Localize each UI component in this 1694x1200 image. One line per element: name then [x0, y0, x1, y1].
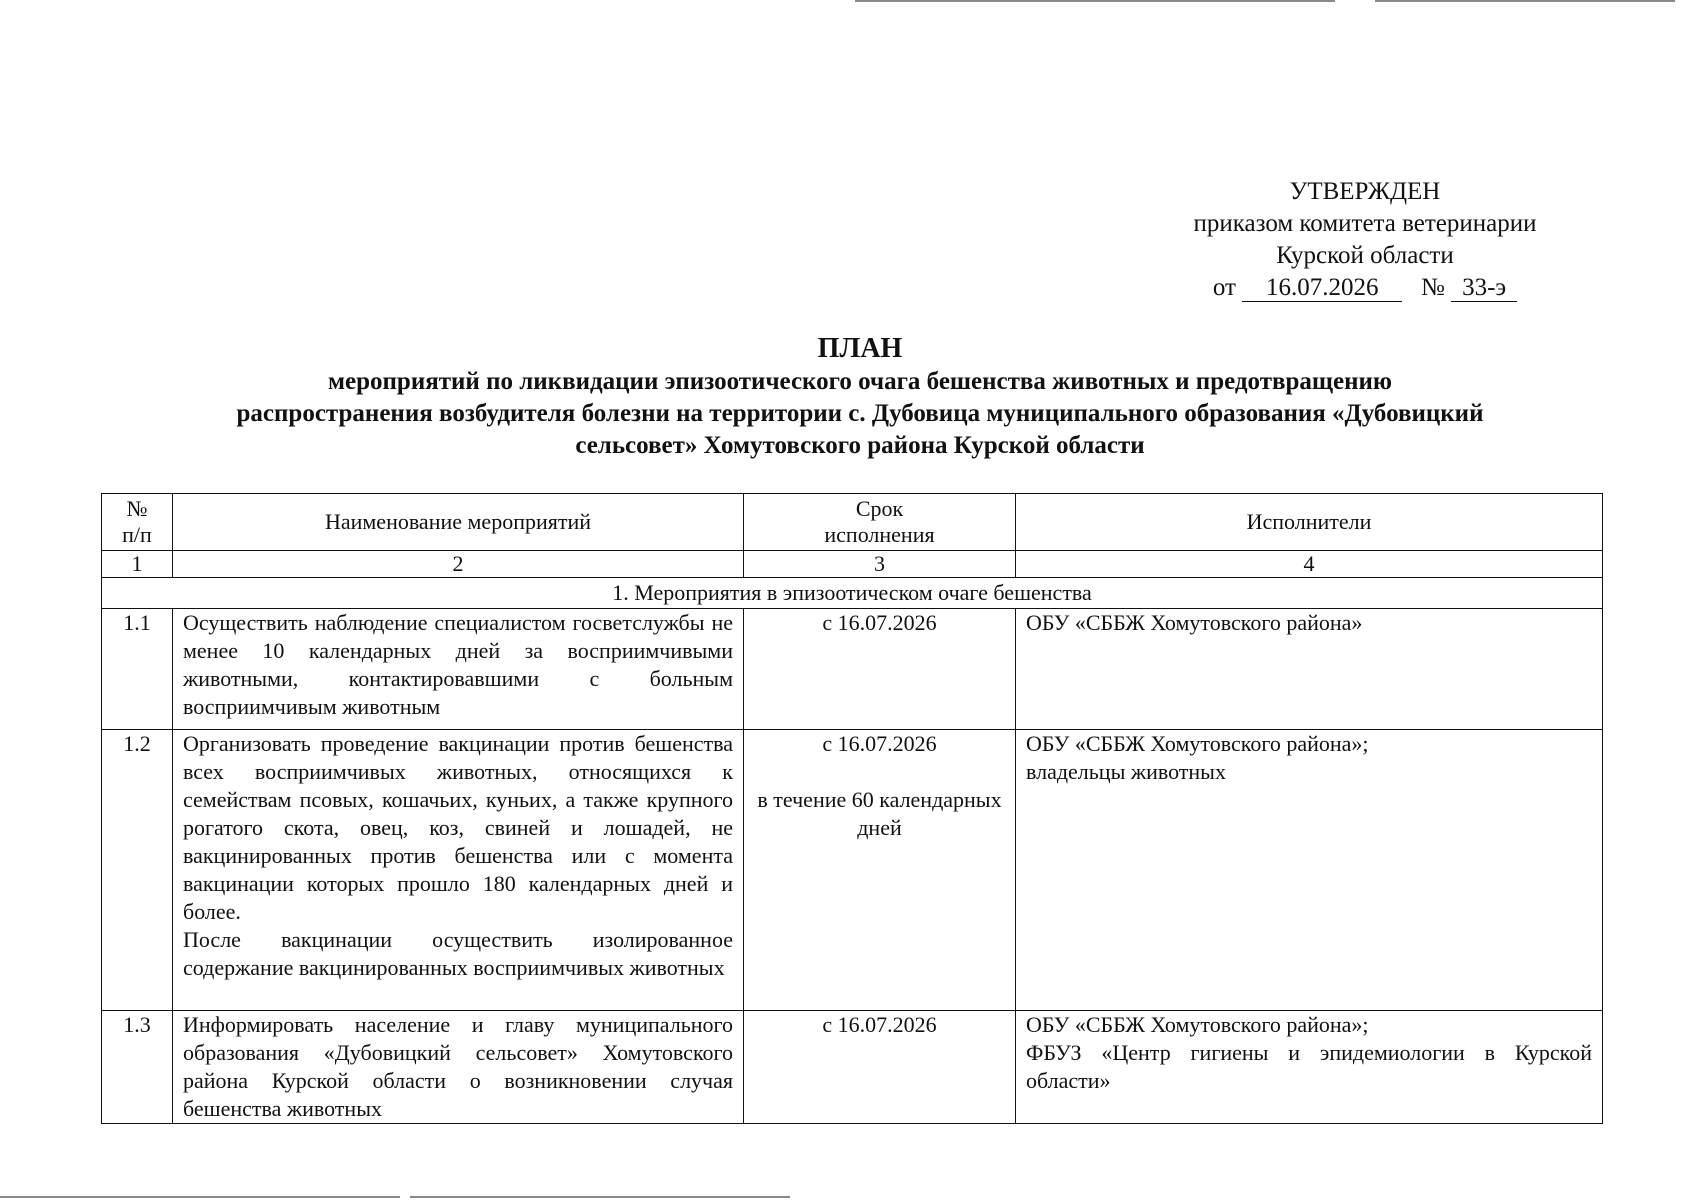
row-term: с 16.07.2026 [744, 609, 1016, 730]
table-row [102, 1011, 1603, 1124]
row-executor: ФБУЗ «Центр гигиены и эпидемиологии в Курской области» [1026, 1040, 1592, 1093]
table-header-row [102, 494, 1603, 551]
column-number: 3 [744, 551, 1016, 578]
section-row [102, 578, 1603, 609]
title-line-3: сельсовет» Хомутовского района Курской области [575, 432, 1145, 459]
row-executors: ОБУ «СББЖ Хомутовского района» [1016, 609, 1603, 730]
row-executors [1016, 1011, 1603, 1124]
column-number: 2 [173, 551, 744, 578]
column-number: 1 [102, 551, 173, 578]
title-line-2: распространения возбудителя болезни на территории с. Дубовица муниципального образования «Дубовицкий [236, 400, 1484, 427]
approval-title: УТВЕРЖДЕН [1289, 178, 1441, 205]
table-row [102, 609, 1603, 730]
row-term [744, 730, 1016, 1011]
row-task: Информировать население и главу муниципального образования «Дубовицкий сельсовет» Хомутовского района Курской области о возникновении случая бешенства животных [173, 1011, 744, 1124]
row-task-paragraph: После вакцинации осуществить изолированное содержание вакцинированных восприимчивых животных [183, 927, 733, 980]
header-term: Срок исполнения [744, 494, 1016, 551]
title-main: ПЛАН [817, 333, 903, 364]
row-executor: владельцы животных [1026, 759, 1226, 784]
header-name: Наименование мероприятий [173, 494, 744, 551]
column-number-row [102, 551, 1603, 578]
document-title [140, 332, 1580, 462]
approval-number: 33-э [1451, 275, 1517, 302]
row-task [173, 730, 744, 1011]
row-task: Осуществить наблюдение специалистом госветслужбы не менее 10 календарных дней за восприимчивыми животными, контактировавшими с больным восприимчивым животным [173, 609, 744, 730]
row-number: 1.1 [102, 609, 173, 730]
row-number: 1.3 [102, 1011, 173, 1124]
row-executors [1016, 730, 1603, 1011]
section-title: 1. Мероприятия в эпизоотическом очаге бешенства [102, 578, 1603, 609]
approval-stamp [1150, 176, 1580, 304]
approval-number-label: № [1421, 274, 1445, 301]
plan-table [101, 493, 1603, 1124]
header-num: № п/п [102, 494, 173, 551]
row-number: 1.2 [102, 730, 173, 1011]
row-term-start: с 16.07.2026 [822, 731, 937, 756]
row-executor: ОБУ «СББЖ Хомутовского района»; [1026, 1012, 1369, 1037]
header-executors: Исполнители [1016, 494, 1603, 551]
title-line-1: мероприятий по ликвидации эпизоотического очага бешенства животных и предотвращению [327, 368, 1392, 395]
scan-artifact-bottom [0, 1196, 400, 1198]
row-executor: ОБУ «СББЖ Хомутовского района»; [1026, 731, 1369, 756]
approval-order: приказом комитета ветеринарии [1193, 210, 1537, 237]
scan-artifact-top [855, 0, 1335, 2]
scan-artifact-bottom-right [410, 1196, 790, 1198]
approval-date: 16.07.2026 [1242, 275, 1402, 302]
column-number: 4 [1016, 551, 1603, 578]
row-term: с 16.07.2026 [744, 1011, 1016, 1124]
row-task-paragraph: Организовать проведение вакцинации против бешенства всех восприимчивых животных, относящихся к семействам псовых, кошачьих, куньих, а также крупного рогатого скота, овец, коз, свиней и лошадей, не вакцинированных против бешенства или с момента вакцинации которых прошло 180 календарных дней и более. [183, 731, 733, 924]
row-term-duration: в течение 60 календарных дней [757, 787, 1002, 840]
approval-date-line [1150, 272, 1580, 304]
approval-region: Курской области [1276, 242, 1454, 269]
approval-from-label: от [1212, 274, 1236, 301]
table-row [102, 730, 1603, 1011]
scan-artifact-top-right [1375, 0, 1675, 2]
